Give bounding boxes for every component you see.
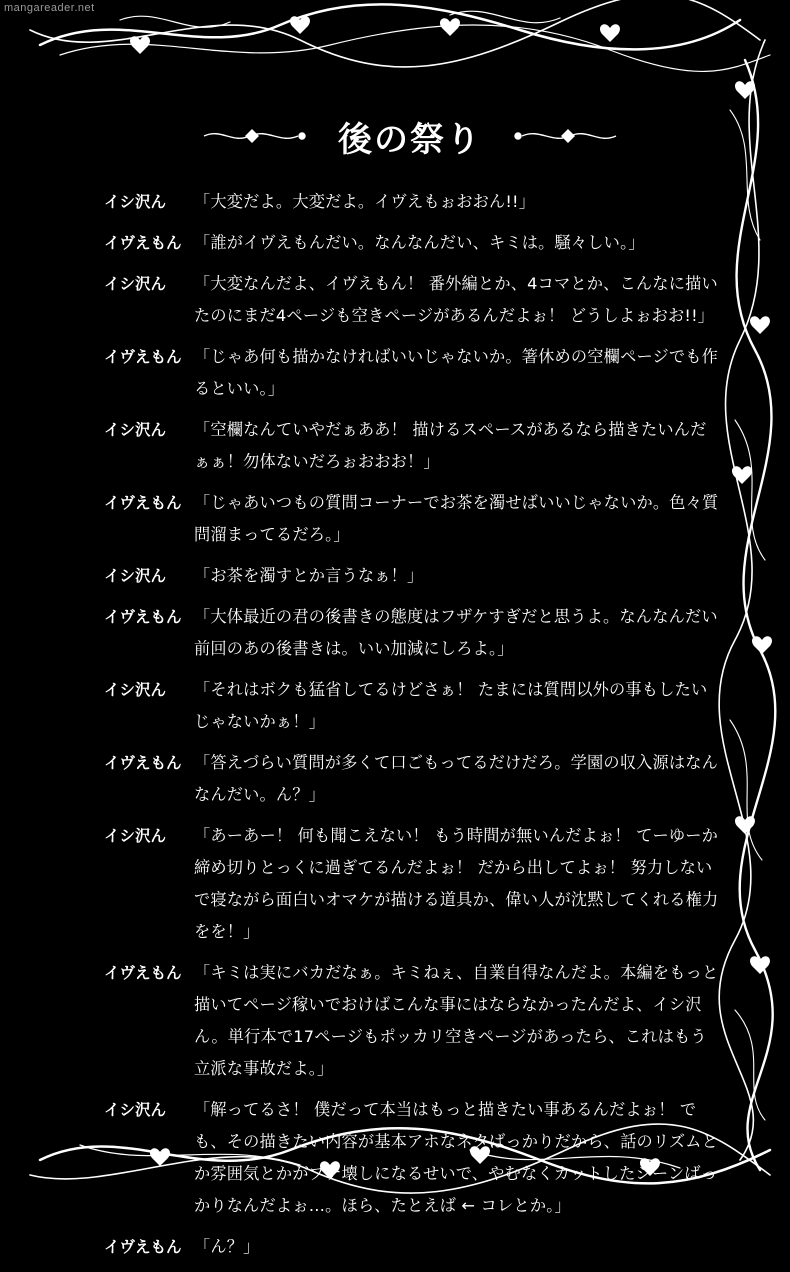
dialogue-line	[104, 601, 719, 665]
heart-icon	[440, 18, 460, 36]
speech-text: 「誰がイヴえもんだい。なんなんだい、キミは。騒々しい。」	[194, 233, 645, 252]
speaker-name: イシ沢ん	[104, 193, 167, 211]
heart-icon	[752, 636, 772, 654]
dialogue-line	[104, 487, 719, 551]
speaker-name: イヴえもん	[104, 494, 182, 512]
speaker-name: イシ沢ん	[104, 567, 167, 585]
speaker-name: イヴえもん	[104, 348, 182, 366]
heart-icon	[735, 816, 755, 834]
dialogue-line	[104, 747, 719, 811]
heart-icon	[735, 81, 755, 99]
speech-text: 「じゃあいつもの質問コーナーでお茶を濁せばいいじゃないか。色々質問溜まってるだろ。」	[194, 493, 719, 544]
left-title-ornament-icon	[202, 126, 312, 146]
dialogue-list	[104, 186, 719, 1272]
speech-text: 「空欄なんていやだぁああ！ 描けるスペースがあるなら描きたいんだぁぁ！勿体ないだろぉおおお！」	[194, 420, 707, 471]
dialogue-line	[104, 820, 719, 948]
speech-text: 「大体最近の君の後書きの態度はフザケすぎだと思うよ。なんなんだい前回のあの後書きは。いい加減にしろよ。」	[194, 607, 718, 658]
speaker-name: イヴえもん	[104, 234, 182, 252]
dialogue-line	[104, 227, 719, 259]
speech-text: 「解ってるさ！ 僕だって本当はもっと描きたい事あるんだよぉ！ でも、その描きたい内容が基本アホなネタばっかりだから、話のリズムとか雰囲気とかがブチ壊しになるせいで、やむなくカットしたシーンばっかりなんだよぉ…。ほら、たとえば ← コレとか。」	[194, 1100, 719, 1215]
speaker-name: イヴえもん	[104, 608, 182, 626]
dialogue-line	[104, 268, 719, 332]
speech-text: 「ん？」	[194, 1237, 260, 1256]
dialogue-line	[104, 560, 719, 592]
speaker-name: イヴえもん	[104, 1238, 182, 1256]
speech-text: 「大変だよ。大変だよ。イヴえもぉおおん!!」	[194, 192, 536, 211]
speaker-name: イシ沢ん	[104, 681, 167, 699]
speech-text: 「お茶を濁すとか言うなぁ！」	[194, 566, 424, 585]
dialogue-line	[104, 957, 719, 1085]
dialogue-line	[104, 1231, 719, 1263]
speaker-name: イシ沢ん	[104, 1101, 167, 1119]
speech-text: 「あーあー！ 何も聞こえない！ もう時間が無いんだよぉ！ てーゆーか締め切りとっくに過ぎてるんだよぉ！ だから出してよぉ！ 努力しないで寝ながら面白いオマケが描ける道具か、偉い人が沈黙してくれる権力をを！」	[194, 826, 719, 941]
dialogue-line	[104, 186, 719, 218]
speaker-name: イシ沢ん	[104, 275, 167, 293]
speech-text: 「キミは実にバカだなぁ。キミねぇ、自業自得なんだよ。本編をもっと描いてページ稼いでおけばこんな事にはならなかったんだよ、イシ沢ん。単行本で17ページもポッカリ空きページがあったら、これはもう立派な事故だよ。」	[194, 963, 719, 1078]
speaker-name: イシ沢ん	[104, 827, 167, 845]
speech-text: 「答えづらい質問が多くて口ごもってるだけだろ。学園の収入源はなんなんだい。ん？」	[194, 753, 719, 804]
heart-icon	[750, 316, 770, 334]
heart-icon	[732, 466, 752, 484]
dialogue-line	[104, 1094, 719, 1222]
speech-text: 「じゃあ何も描かなければいいじゃないか。箸休めの空欄ページでも作るといい。」	[194, 347, 719, 398]
dialogue-line	[104, 674, 719, 738]
watermark: mangareader.net	[4, 2, 95, 14]
speaker-name: イヴえもん	[104, 754, 182, 772]
speech-text: 「それはボクも猛省してるけどさぁ！ たまには質問以外の事もしたいじゃないかぁ！」	[194, 680, 708, 731]
heart-icon	[290, 16, 310, 34]
dialogue-line	[104, 341, 719, 405]
dialogue-line	[104, 414, 719, 478]
top-border-ornament	[30, 0, 770, 71]
speaker-name: イシ沢ん	[104, 421, 167, 439]
title-row	[190, 108, 630, 164]
speaker-name: イヴえもん	[104, 964, 182, 982]
speech-text: 「大変なんだよ、イヴえもん！ 番外編とか、4コマとか、こんなに描いたのにまだ4ページも空きページがあるんだよぉ！ どうしよぉおお!!」	[194, 274, 718, 325]
page-title: 後の祭り	[338, 119, 482, 160]
heart-icon	[130, 36, 150, 54]
heart-icon	[600, 24, 620, 42]
right-title-ornament-icon	[508, 126, 618, 146]
right-border-ornament	[719, 40, 775, 1170]
